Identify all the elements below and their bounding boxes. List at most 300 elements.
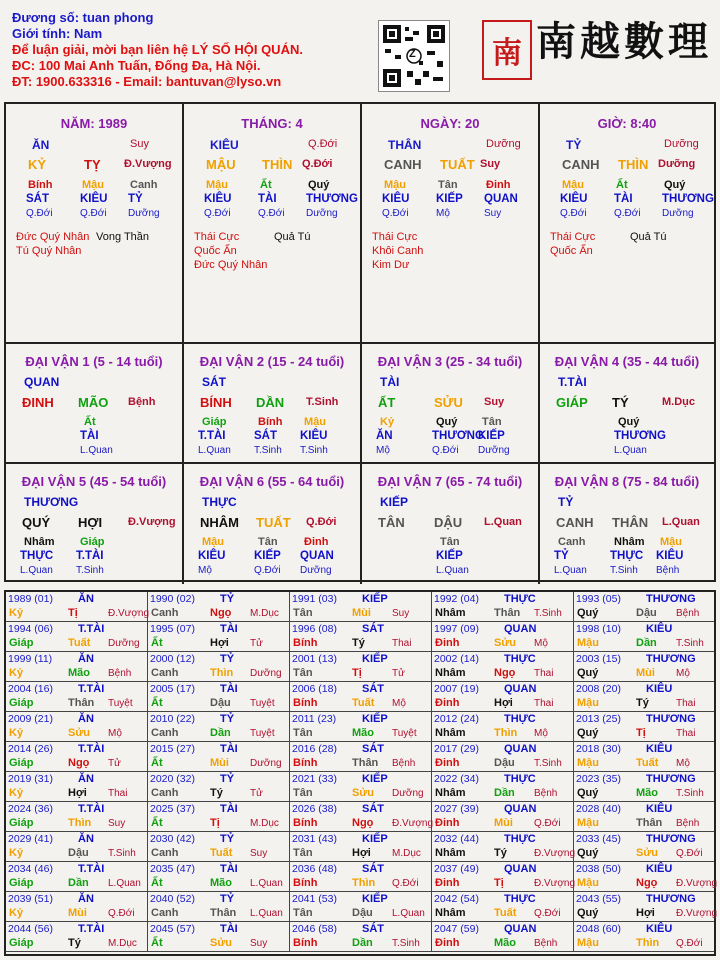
- seal-text: 南: [492, 36, 522, 71]
- hidden-phase: Dưỡng: [306, 208, 338, 219]
- year-label: 2022 (34): [434, 773, 479, 785]
- year-god: KIÊU: [646, 623, 673, 635]
- daivan-title: ĐẠI VẬN 3 (25 - 34 tuổi): [377, 354, 523, 369]
- year-cell: [574, 682, 714, 712]
- year-phase: Đ.Vượng: [534, 878, 576, 889]
- year-god: THỰC: [504, 893, 536, 905]
- year-branch: Thìn: [352, 877, 376, 889]
- daivan-hidden-stem: Nhâm: [614, 536, 645, 548]
- daivan-title: ĐẠI VẬN 6 (55 - 64 tuổi): [199, 474, 345, 489]
- daivan-title: ĐẠI VẬN 2 (15 - 24 tuổi): [199, 354, 345, 369]
- year-phase: Thai: [534, 698, 554, 709]
- year-phase: Q.Đới: [534, 908, 561, 919]
- year-label: 2048 (60): [576, 923, 621, 935]
- year-stem: Mậu: [577, 877, 599, 889]
- year-god: THỰC: [504, 713, 536, 725]
- year-god: THƯƠNG: [646, 593, 696, 605]
- year-stem: Giáp: [9, 937, 34, 949]
- qr-center-label: Z: [409, 48, 416, 60]
- year-stem: Quý: [577, 787, 599, 799]
- year-god: T.TÀI: [78, 863, 105, 875]
- daivan-hidden-phase: Dưỡng: [478, 445, 510, 456]
- year-phase: Tuyệt: [250, 728, 275, 739]
- year-branch: Mùi: [636, 667, 655, 679]
- year-stem: Bính: [293, 697, 318, 709]
- year-phase: Thai: [676, 698, 696, 709]
- daivan-title: ĐẠI VẬN 7 (65 - 74 tuổi): [377, 474, 523, 489]
- year-stem: Đinh: [435, 757, 460, 769]
- year-phase: T.Sinh: [108, 848, 136, 859]
- daivan-hidden-phase: T.Sinh: [610, 565, 638, 576]
- year-god: SÁT: [362, 923, 384, 935]
- year-god: T.TÀI: [78, 683, 105, 695]
- year-stem: Ất: [151, 937, 163, 949]
- year-stem: Nhâm: [435, 787, 466, 799]
- year-branch: Tị: [636, 727, 646, 739]
- pillar-god: THÂN: [388, 138, 422, 152]
- address: ĐC: 100 Mai Anh Tuấn, Đống Đa, Hà Nội.: [12, 58, 261, 73]
- year-branch: Ngọ: [494, 667, 516, 679]
- qr-code-icon: [378, 20, 450, 92]
- year-cell: [432, 742, 574, 772]
- hidden-stem: Quý: [308, 179, 330, 191]
- year-phase: Đ.Vượng: [392, 818, 434, 829]
- pillar-stem: CANH: [384, 157, 422, 172]
- year-god: ĂN: [78, 773, 94, 785]
- daivan-god: SÁT: [202, 375, 226, 389]
- year-label: 2017 (29): [434, 743, 479, 755]
- year-cell: [574, 772, 714, 802]
- year-god: THƯƠNG: [646, 653, 696, 665]
- daivan-phase: L.Quan: [662, 516, 700, 528]
- year-phase: Tử: [250, 638, 263, 649]
- daivan-hidden-stem: Kỷ: [380, 416, 395, 428]
- year-phase: T.Sinh: [676, 788, 704, 799]
- year-branch: Mão: [494, 937, 516, 949]
- daivan-branch: MÃO: [78, 395, 109, 410]
- year-phase: T.Sinh: [534, 758, 562, 769]
- year-label: 2007 (19): [434, 683, 479, 695]
- year-label: 2029 (41): [8, 833, 53, 845]
- daivan-hidden-stem: Tân: [440, 536, 460, 548]
- year-cell: [6, 592, 148, 622]
- daivan-hidden-stem: Đinh: [304, 536, 329, 548]
- daivan-hidden-phase: L.Quan: [198, 445, 231, 456]
- year-god: SÁT: [362, 623, 384, 635]
- year-phase: Mộ: [534, 728, 548, 739]
- year-cell: [148, 682, 290, 712]
- hidden-god: SÁT: [26, 193, 49, 205]
- year-stem: Ất: [151, 757, 163, 769]
- year-stem: Mậu: [577, 817, 599, 829]
- daivan-phase: M.Dục: [662, 396, 695, 408]
- year-phase: Tử: [250, 788, 263, 799]
- pillar-phase-top: Dưỡng: [486, 138, 521, 150]
- year-phase: Dưỡng: [392, 788, 424, 799]
- daivan-hidden-stem: Giáp: [202, 416, 227, 428]
- year-cell: [432, 682, 574, 712]
- year-stem: Nhâm: [435, 847, 466, 859]
- year-cell: [432, 832, 574, 862]
- year-god: THƯƠNG: [646, 773, 696, 785]
- chart-grid: [4, 102, 716, 582]
- star-left: Đức Quý Nhân: [16, 231, 90, 243]
- year-stem: Canh: [151, 607, 179, 619]
- year-label: 2003 (15): [576, 653, 621, 665]
- daivan-phase: Đ.Vượng: [128, 516, 176, 528]
- year-phase: T.Sinh: [392, 938, 420, 949]
- daivan-god: T.TÀI: [558, 375, 587, 389]
- year-god: THỰC: [504, 653, 536, 665]
- star-left: Kim Dư: [372, 259, 410, 271]
- year-label: 1991 (03): [292, 593, 337, 605]
- year-god: THỰC: [504, 593, 536, 605]
- star-left: Khôi Canh: [372, 245, 424, 257]
- year-branch: Dậu: [210, 697, 231, 709]
- year-branch: Hợi: [636, 907, 655, 919]
- daivan-god: QUAN: [24, 375, 60, 389]
- daivan-hidden-god: KIÊU: [656, 550, 684, 562]
- pillar-stem: MẬU: [206, 157, 236, 172]
- year-god: ĂN: [78, 713, 94, 725]
- daivan-hidden-phase: Mộ: [376, 445, 390, 456]
- year-stem: Ất: [151, 877, 163, 889]
- year-cell: [574, 592, 714, 622]
- year-god: KIÊU: [646, 803, 673, 815]
- hidden-phase: Suy: [484, 208, 502, 219]
- year-stem: Giáp: [9, 757, 34, 769]
- daivan-hidden-phase: Q.Đới: [254, 565, 281, 576]
- hidden-phase: Q.Đới: [204, 208, 231, 219]
- year-branch: Sửu: [68, 727, 91, 739]
- daivan-cell: [362, 344, 540, 464]
- year-label: 2016 (28): [292, 743, 337, 755]
- year-cell: [574, 622, 714, 652]
- year-stem: Kỷ: [9, 847, 24, 859]
- year-cell: [6, 742, 148, 772]
- year-god: TÀI: [220, 803, 238, 815]
- pillar-stem: CANH: [562, 157, 600, 172]
- hidden-god: KIÊU: [382, 193, 410, 205]
- hidden-phase: Q.Đới: [258, 208, 285, 219]
- year-cell: [148, 832, 290, 862]
- year-cell: [290, 862, 432, 892]
- year-cell: [148, 892, 290, 922]
- year-branch: Thìn: [68, 817, 92, 829]
- year-cell: [574, 832, 714, 862]
- year-god: QUAN: [504, 863, 537, 875]
- pillar-title: THÁNG: 4: [241, 116, 303, 131]
- daivan-hidden-phase: L.Quan: [614, 445, 647, 456]
- daivan-god: TỶ: [558, 495, 574, 509]
- hidden-stem: Mậu: [562, 179, 584, 191]
- daivan-title: ĐẠI VẬN 5 (45 - 54 tuổi): [21, 474, 167, 489]
- year-cell: [432, 922, 574, 952]
- year-stem: Nhâm: [435, 907, 466, 919]
- year-god: QUAN: [504, 683, 537, 695]
- year-branch: Tý: [636, 697, 649, 709]
- year-stem: Bính: [293, 817, 318, 829]
- daivan-hidden-stem: Giáp: [80, 536, 105, 548]
- year-label: 1990 (02): [150, 593, 195, 605]
- year-cell: [148, 652, 290, 682]
- year-label: 1997 (09): [434, 623, 479, 635]
- year-cell: [6, 922, 148, 952]
- pillar-phase-mid: Đ.Vượng: [124, 158, 172, 170]
- pillar-branch: THÌN: [262, 157, 293, 172]
- year-phase: Bệnh: [676, 818, 700, 829]
- year-god: SÁT: [362, 803, 384, 815]
- year-phase: M.Dục: [250, 818, 279, 829]
- star-left: Thái Cực: [550, 231, 596, 243]
- year-god: TÀI: [220, 683, 238, 695]
- year-stem: Mậu: [577, 757, 599, 769]
- daivan-hidden-phase: T.Sinh: [76, 565, 104, 576]
- year-god: SÁT: [362, 863, 384, 875]
- phone-email: ĐT: 1900.633316 - Email: bantuvan@lyso.vn: [12, 74, 282, 89]
- pillar-cell: [540, 104, 714, 344]
- pillar-cell: [6, 104, 184, 344]
- year-god: QUAN: [504, 923, 537, 935]
- year-branch: Tý: [494, 847, 507, 859]
- year-label: 2015 (27): [150, 743, 195, 755]
- daivan-hidden-god: T.TÀI: [76, 550, 104, 562]
- year-branch: Mão: [352, 727, 374, 739]
- year-label: 2024 (36): [8, 803, 53, 815]
- pillar-title: NĂM: 1989: [60, 116, 128, 131]
- hidden-stem: Tân: [438, 179, 458, 191]
- year-god: T.TÀI: [78, 743, 105, 755]
- year-phase: M.Dục: [108, 938, 137, 949]
- daivan-hidden-phase: Mộ: [198, 565, 212, 576]
- year-stem: Mậu: [577, 697, 599, 709]
- year-phase: Suy: [392, 608, 410, 619]
- year-cell: [6, 682, 148, 712]
- year-phase: Đ.Vượng: [676, 878, 718, 889]
- year-stem: Ất: [151, 637, 163, 649]
- year-branch: Mão: [68, 667, 90, 679]
- daivan-hidden-god: THỰC: [20, 550, 54, 562]
- hidden-god: KIÊU: [204, 193, 232, 205]
- daivan-title: ĐẠI VẬN 8 (75 - 84 tuổi): [554, 474, 700, 489]
- pillar-branch: THÌN: [618, 157, 649, 172]
- year-phase: M.Dục: [392, 848, 421, 859]
- star-left: Thái Cực: [194, 231, 240, 243]
- year-god: TỶ: [220, 653, 235, 665]
- daivan-hidden-phase: Bệnh: [656, 565, 680, 576]
- year-phase: Tuyệt: [108, 698, 133, 709]
- daivan-hidden-phase: Dưỡng: [300, 565, 332, 576]
- year-phase: Đ.Vượng: [108, 608, 150, 619]
- star-left: Quốc Ấn: [550, 245, 593, 257]
- year-god: KIẾP: [362, 713, 388, 725]
- pillar-god: TỶ: [566, 138, 582, 152]
- daivan-hidden-god: THỰC: [610, 550, 644, 562]
- year-branch: Ngọ: [68, 757, 90, 769]
- hidden-phase: Q.Đới: [382, 208, 409, 219]
- year-branch: Ngọ: [210, 607, 232, 619]
- year-branch: Mùi: [68, 907, 87, 919]
- year-stem: Ất: [151, 817, 163, 829]
- year-label: 2045 (57): [150, 923, 195, 935]
- star-right: Quả Tú: [274, 231, 311, 243]
- year-label: 2004 (16): [8, 683, 53, 695]
- daivan-hidden-god: TÀI: [80, 430, 99, 442]
- daivan-phase: T.Sinh: [306, 396, 339, 408]
- year-label: 2011 (23): [292, 713, 337, 725]
- year-label: 1994 (06): [8, 623, 53, 635]
- year-branch: Dần: [352, 937, 373, 949]
- owner-name: tuan phong: [82, 10, 154, 25]
- year-branch: Dậu: [636, 607, 657, 619]
- year-stem: Quý: [577, 667, 599, 679]
- year-branch: Tuất: [68, 637, 91, 649]
- year-cell: [432, 652, 574, 682]
- year-phase: Bệnh: [534, 938, 558, 949]
- year-label: 2018 (30): [576, 743, 621, 755]
- year-god: T.TÀI: [78, 803, 105, 815]
- hidden-phase: Dưỡng: [128, 208, 160, 219]
- year-branch: Tị: [494, 877, 504, 889]
- daivan-hidden-stem: Mậu: [202, 536, 224, 548]
- daivan-hidden-god: TỶ: [554, 550, 569, 562]
- year-phase: Q.Đới: [108, 908, 135, 919]
- year-god: QUAN: [504, 803, 537, 815]
- year-god: TÀI: [220, 743, 238, 755]
- year-cell: [290, 832, 432, 862]
- year-label: 2019 (31): [8, 773, 53, 785]
- year-phase: Bệnh: [392, 758, 416, 769]
- year-god: ĂN: [78, 833, 94, 845]
- pillar-phase-mid: Dưỡng: [658, 158, 696, 170]
- pillar-stem: KỶ: [28, 157, 47, 172]
- year-branch: Tị: [68, 607, 78, 619]
- year-stem: Kỷ: [9, 607, 24, 619]
- year-label: 2020 (32): [150, 773, 195, 785]
- year-branch: Tị: [352, 667, 362, 679]
- daivan-hidden-stem: Tân: [482, 416, 502, 428]
- daivan-hidden-god: KIÊU: [300, 430, 328, 442]
- year-god: QUAN: [504, 743, 537, 755]
- year-branch: Mão: [636, 787, 658, 799]
- year-branch: Tuất: [210, 847, 233, 859]
- year-label: 2012 (24): [434, 713, 479, 725]
- year-god: KIẾP: [362, 833, 388, 845]
- year-god: TÀI: [220, 623, 238, 635]
- year-branch: Dần: [210, 727, 231, 739]
- year-cell: [432, 712, 574, 742]
- year-phase: Q.Đới: [534, 818, 561, 829]
- daivan-cell: [6, 344, 184, 464]
- daivan-hidden-phase: T.Sinh: [254, 445, 282, 456]
- daivan-branch: DẬU: [434, 515, 463, 530]
- year-stem: Bính: [293, 637, 318, 649]
- year-god: THƯƠNG: [646, 893, 696, 905]
- star-left: Tú Quý Nhân: [16, 245, 82, 257]
- daivan-cell: [362, 464, 540, 584]
- pillar-title: NGÀY: 20: [420, 116, 480, 131]
- year-label: 1992 (04): [434, 593, 479, 605]
- year-cell: [574, 742, 714, 772]
- daivan-cell: [540, 344, 714, 464]
- pillar-title: GIỜ: 8:40: [597, 116, 657, 131]
- year-stem: Đinh: [435, 697, 460, 709]
- year-god: ĂN: [78, 593, 94, 605]
- year-branch: Thân: [636, 817, 663, 829]
- year-label: 2027 (39): [434, 803, 479, 815]
- year-label: 2034 (46): [8, 863, 53, 875]
- year-stem: Tân: [293, 907, 313, 919]
- year-branch: Thân: [210, 907, 237, 919]
- year-god: TỶ: [220, 833, 235, 845]
- hidden-phase: Q.Đới: [26, 208, 53, 219]
- daivan-branch: TÝ: [612, 395, 629, 410]
- year-label: 2023 (35): [576, 773, 621, 785]
- daivan-branch: DẦN: [256, 395, 285, 410]
- year-stem: Tân: [293, 667, 313, 679]
- year-label: 2010 (22): [150, 713, 195, 725]
- year-phase: T.Sinh: [676, 638, 704, 649]
- year-label: 1999 (11): [8, 653, 53, 665]
- daivan-hidden-god: ĂN: [376, 430, 393, 442]
- daivan-hidden-stem: Quý: [436, 416, 458, 428]
- daivan-hidden-stem: Canh: [558, 536, 586, 548]
- year-cell: [432, 592, 574, 622]
- year-phase: Đ.Vượng: [676, 908, 718, 919]
- year-god: THỰC: [504, 833, 536, 845]
- year-label: 2042 (54): [434, 893, 479, 905]
- year-cell: [6, 832, 148, 862]
- pillar-god: ĂN: [32, 138, 50, 152]
- pillar-cell: [362, 104, 540, 344]
- year-cell: [148, 802, 290, 832]
- hidden-god: TỶ: [128, 193, 143, 205]
- hidden-stem: Bính: [28, 179, 53, 191]
- year-stem: Quý: [577, 607, 599, 619]
- year-phase: Mộ: [676, 758, 690, 769]
- year-branch: Hợi: [352, 847, 371, 859]
- year-stem: Tân: [293, 847, 313, 859]
- year-god: KIẾP: [362, 773, 388, 785]
- year-cell: [290, 592, 432, 622]
- year-branch: Dần: [494, 787, 515, 799]
- daivan-phase: Suy: [484, 396, 505, 408]
- year-label: 2043 (55): [576, 893, 621, 905]
- year-grid: [4, 590, 716, 956]
- daivan-hidden-stem: Bính: [258, 416, 283, 428]
- year-stem: Mậu: [577, 637, 599, 649]
- year-god: ĂN: [78, 653, 94, 665]
- year-god: TỶ: [220, 773, 235, 785]
- year-branch: Tý: [210, 787, 223, 799]
- year-stem: Đinh: [435, 637, 460, 649]
- daivan-god: TÀI: [380, 375, 400, 389]
- year-cell: [6, 652, 148, 682]
- year-stem: Quý: [577, 727, 599, 739]
- year-god: TỶ: [220, 593, 235, 605]
- year-label: 2040 (52): [150, 893, 195, 905]
- daivan-hidden-god: KIẾP: [436, 550, 463, 562]
- year-stem: Ất: [151, 697, 163, 709]
- year-branch: Thìn: [636, 937, 660, 949]
- pillar-god: KIÊU: [210, 138, 239, 152]
- year-cell: [290, 892, 432, 922]
- daivan-hidden-phase: L.Quan: [80, 445, 113, 456]
- daivan-cell: [6, 464, 184, 584]
- daivan-hidden-stem: Mậu: [304, 416, 326, 428]
- year-label: 2033 (45): [576, 833, 621, 845]
- daivan-stem: ẤT: [378, 395, 396, 410]
